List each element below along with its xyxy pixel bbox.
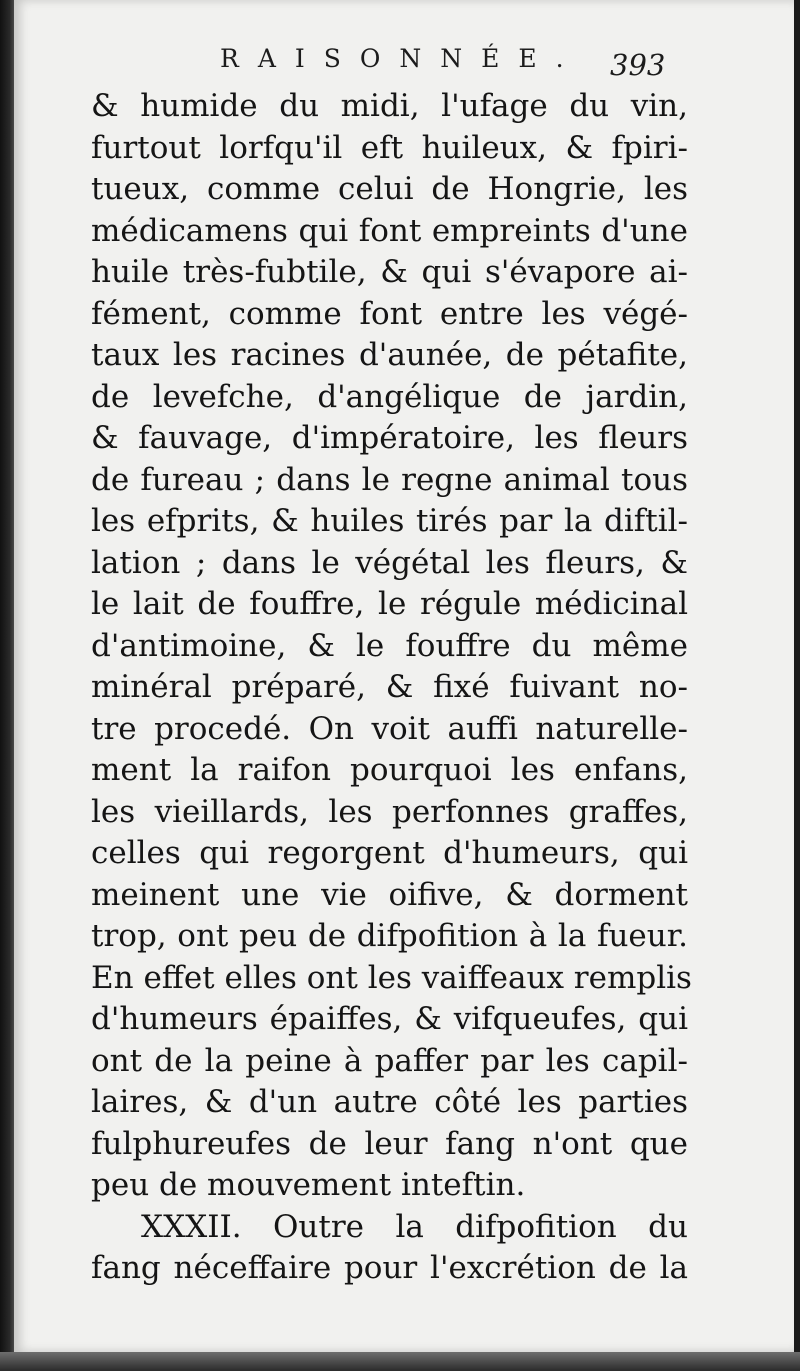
- book-spine-shadow: [0, 0, 14, 1371]
- page-number: 393: [610, 48, 666, 82]
- text-line: fang néceffaire pour l'excrétion de la: [91, 1250, 688, 1286]
- text-line: laires, & d'un autre côté les parties: [91, 1084, 688, 1120]
- text-line: celles qui regorgent d'humeurs, qui: [91, 835, 688, 871]
- text-line: & fauvage, d'impératoire, les fleurs: [91, 420, 688, 456]
- text-line: trop, ont peu de difpofition à la fueur.: [91, 918, 688, 954]
- text-line: & humide du midi, l'ufage du vin,: [91, 88, 688, 124]
- text-line: ont de la peine à paffer par les capil-: [91, 1042, 688, 1079]
- text-line: fulphureufes de leur fang n'ont que: [91, 1125, 688, 1162]
- text-line: En effet elles ont les vaiffeaux remplis: [91, 959, 692, 996]
- page-bottom-edge: [0, 1352, 800, 1371]
- text-line: peu de mouvement inteftin.: [91, 1167, 526, 1203]
- text-line: les efprits, & huiles tirés par la diftil-: [91, 503, 688, 539]
- text-line: furtout lorfqu'il eft huileux, & fpiri-: [91, 129, 688, 166]
- text-line: fément, comme font entre les végé-: [91, 295, 688, 332]
- text-line: le lait de fouffre, le régule médicinal: [91, 586, 688, 622]
- text-line: taux les racines d'aunée, de pétafite,: [91, 337, 688, 373]
- text-line: les vieillards, les perfonnes graffes,: [91, 793, 688, 830]
- text-line: minéral préparé, & fixé fuivant no-: [91, 669, 688, 705]
- text-line: de fureau ; dans le regne animal tous: [91, 461, 688, 498]
- text-line: d'humeurs épaiffes, & vifqueufes, qui: [91, 1001, 688, 1037]
- running-head: RAISONNÉE.: [220, 44, 583, 73]
- text-line: tueux, comme celui de Hongrie, les: [91, 171, 688, 207]
- text-line: de levefche, d'angélique de jardin,: [91, 378, 688, 415]
- body-text: [91, 86, 692, 1290]
- text-line: huile très-fubtile, & qui s'évapore ai-: [91, 254, 688, 290]
- page-header: [14, 44, 794, 84]
- text-line: d'antimoine, & le fouffre du même: [91, 627, 688, 664]
- section-heading-line: XXXII. Outre la difpofition du: [141, 1208, 688, 1245]
- text-line: médicamens qui font empreints d'une: [91, 212, 688, 249]
- text-line: lation ; dans le végétal les fleurs, &: [91, 544, 688, 581]
- book-page: [14, 0, 794, 1352]
- text-line: tre procedé. On voit auffi naturelle-: [91, 710, 688, 747]
- text-line: meinent une vie oifive, & dorment: [91, 876, 688, 913]
- text-line: ment la raifon pourquoi les enfans,: [91, 752, 688, 788]
